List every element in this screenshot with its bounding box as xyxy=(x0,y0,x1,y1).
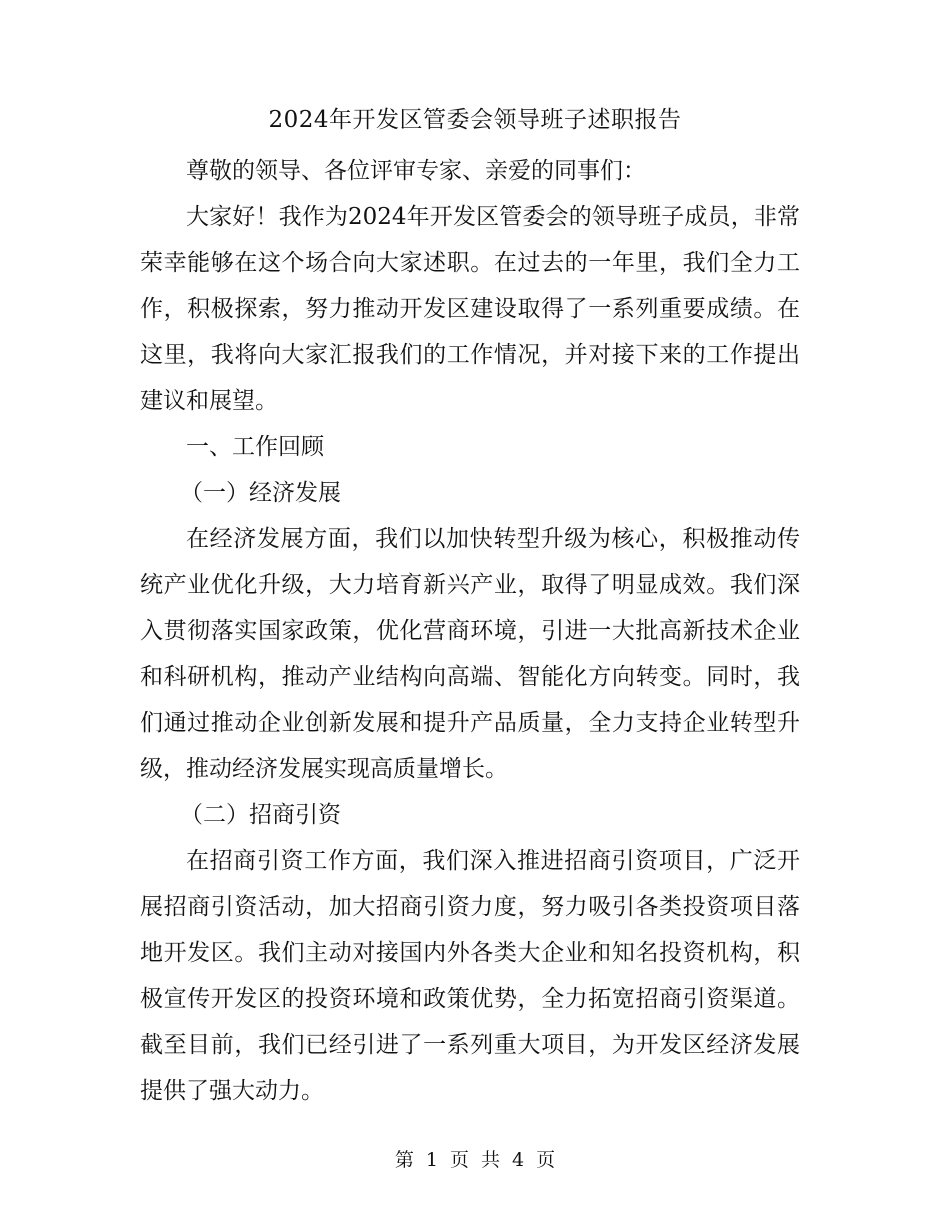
economy-paragraph: 在经济发展方面，我们以加快转型升级为核心，积极推动传统产业优化升级，大力培育新兴产业，取得了明显成效。我们深入贯彻落实国家政策，优化营商环境，引进一大批高新技术企业和科研机构，推动产业结构向高端、智能化方向转变。同时，我们通过推动企业创新发展和提升产品质量，全力支持企业转型升级，推动经济发展实现高质量增长。 xyxy=(140,526,800,782)
subsection-heading-investment: （二）招商引资 xyxy=(180,802,341,828)
investment-paragraph: 在招商引资工作方面，我们深入推进招商引资项目，广泛开展招商引资活动，加大招商引资力度，努力吸引各类投资项目落地开发区。我们主动对接国内外各类大企业和知名投资机构，积极宣传开发区的投资环境和政策优势，全力拓宽招商引资渠道。截至目前，我们已经引进了一系列重大项目，为开发区经济发展提供了强大动力。 xyxy=(140,848,800,1104)
subsection-heading-economy: （一）经济发展 xyxy=(180,480,341,506)
section-heading-work-review: 一、工作回顾 xyxy=(186,434,324,460)
document-title: 2024年开发区管委会领导班子述职报告 xyxy=(268,107,682,133)
document-body xyxy=(140,148,800,1114)
intro-paragraph: 大家好！我作为2024年开发区管委会的领导班子成员，非常荣幸能够在这个场合向大家述职。在过去的一年里，我们全力工作，积极探索，努力推动开发区建设取得了一系列重要成绩。在这里，我将向大家汇报我们的工作情况，并对接下来的工作提出建议和展望。 xyxy=(140,204,800,414)
page-number: 第 1 页 共 4 页 xyxy=(394,1149,556,1171)
salutation: 尊敬的领导、各位评审专家、亲爱的同事们： xyxy=(186,158,646,184)
